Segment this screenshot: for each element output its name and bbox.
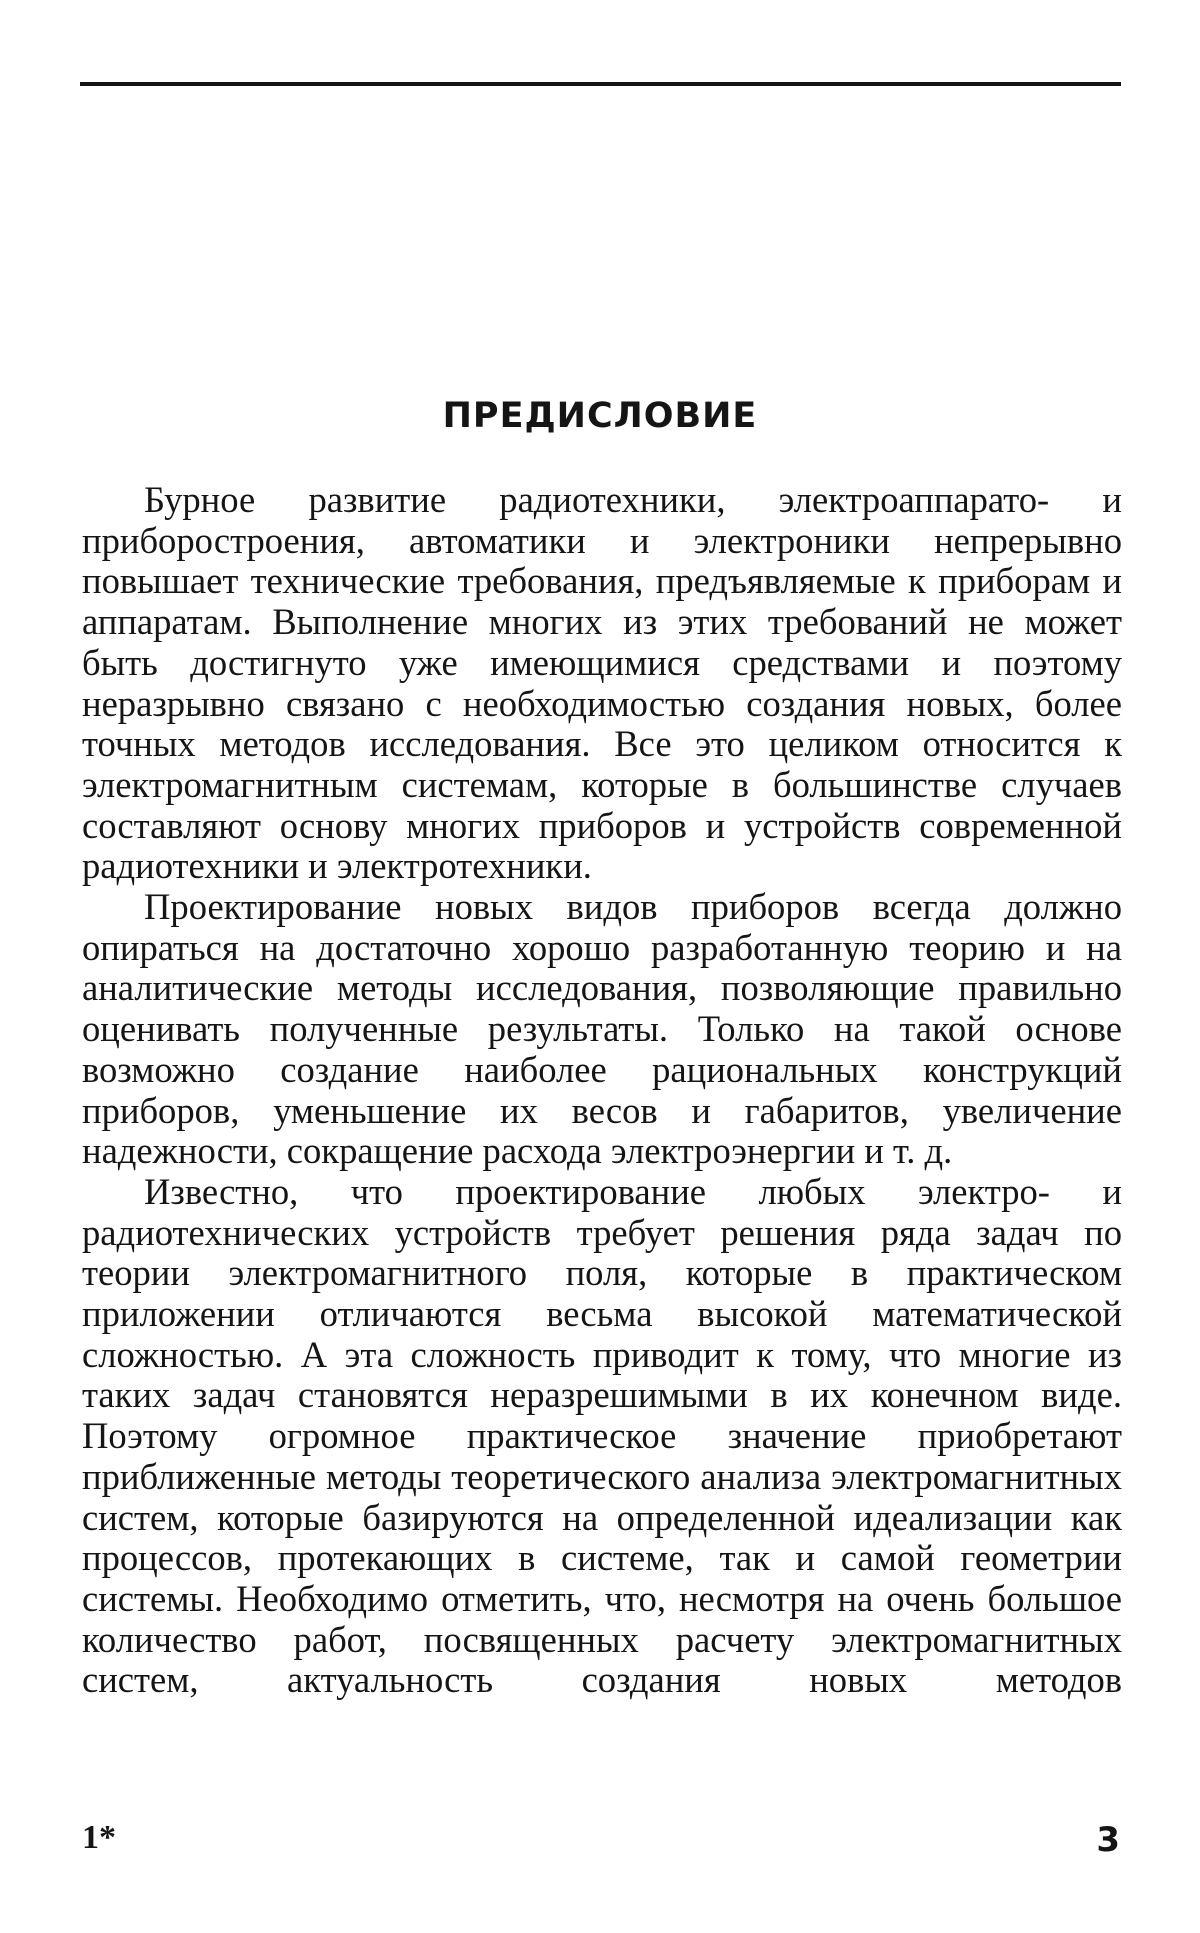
paragraph-2: Проектирование новых видов приборов всегда должно опираться на достаточно хорошо разработанную теорию и на аналитические методы исследования, позволяющие правильно оценивать полученные результаты. Только на такой основе возможно создание наиболее рациональных конструкций приборов, уменьшение их весов и габаритов, увеличение надежности, сокращение расхода электроэнергии и т. д. bbox=[82, 886, 1122, 1172]
paragraph-1: Бурное развитие радиотехники, электроаппарато- и приборостроения, автоматики и электроники непрерывно повышает технические требования, предъявляемые к приборам и аппаратам. Выполнение многих из этих требований не может быть достигнуто уже имеющимися средствами и поэтому неразрывно связано с необходимостью создания новых, более точных методов исследования. Все это целиком относится к электромагнитным системам, которые в большинстве случаев составляют основу многих приборов и устройств современной радиотехники и электротехники. bbox=[82, 479, 1122, 887]
paragraph-3: Известно, что проектирование любых электро- и радиотехнических устройств требует решения ряда задач по теории электромагнитного поля, которые в практическом приложении отличаются весьма высокой математической сложностью. А эта сложность приводит к тому, что многие из таких задач становятся неразрешимыми в их конечном виде. Поэтому огромное практическое значение приобретают приближенные методы теоретического анализа электромагнитных систем, которые базируются на определенной идеализации как процессов, протекающих в системе, так и самой геометрии системы. Необходимо отметить, что, несмотря на очень большое количество работ, посвященных расчету электромагнитных систем, актуальность создания новых методов bbox=[82, 1170, 1122, 1701]
body-text bbox=[82, 480, 1122, 1701]
page-title: ПРЕДИСЛОВИЕ bbox=[442, 396, 758, 436]
signature-mark: 1* bbox=[82, 1819, 116, 1856]
top-rule bbox=[80, 82, 1121, 86]
page-number: 3 bbox=[1096, 1820, 1120, 1860]
